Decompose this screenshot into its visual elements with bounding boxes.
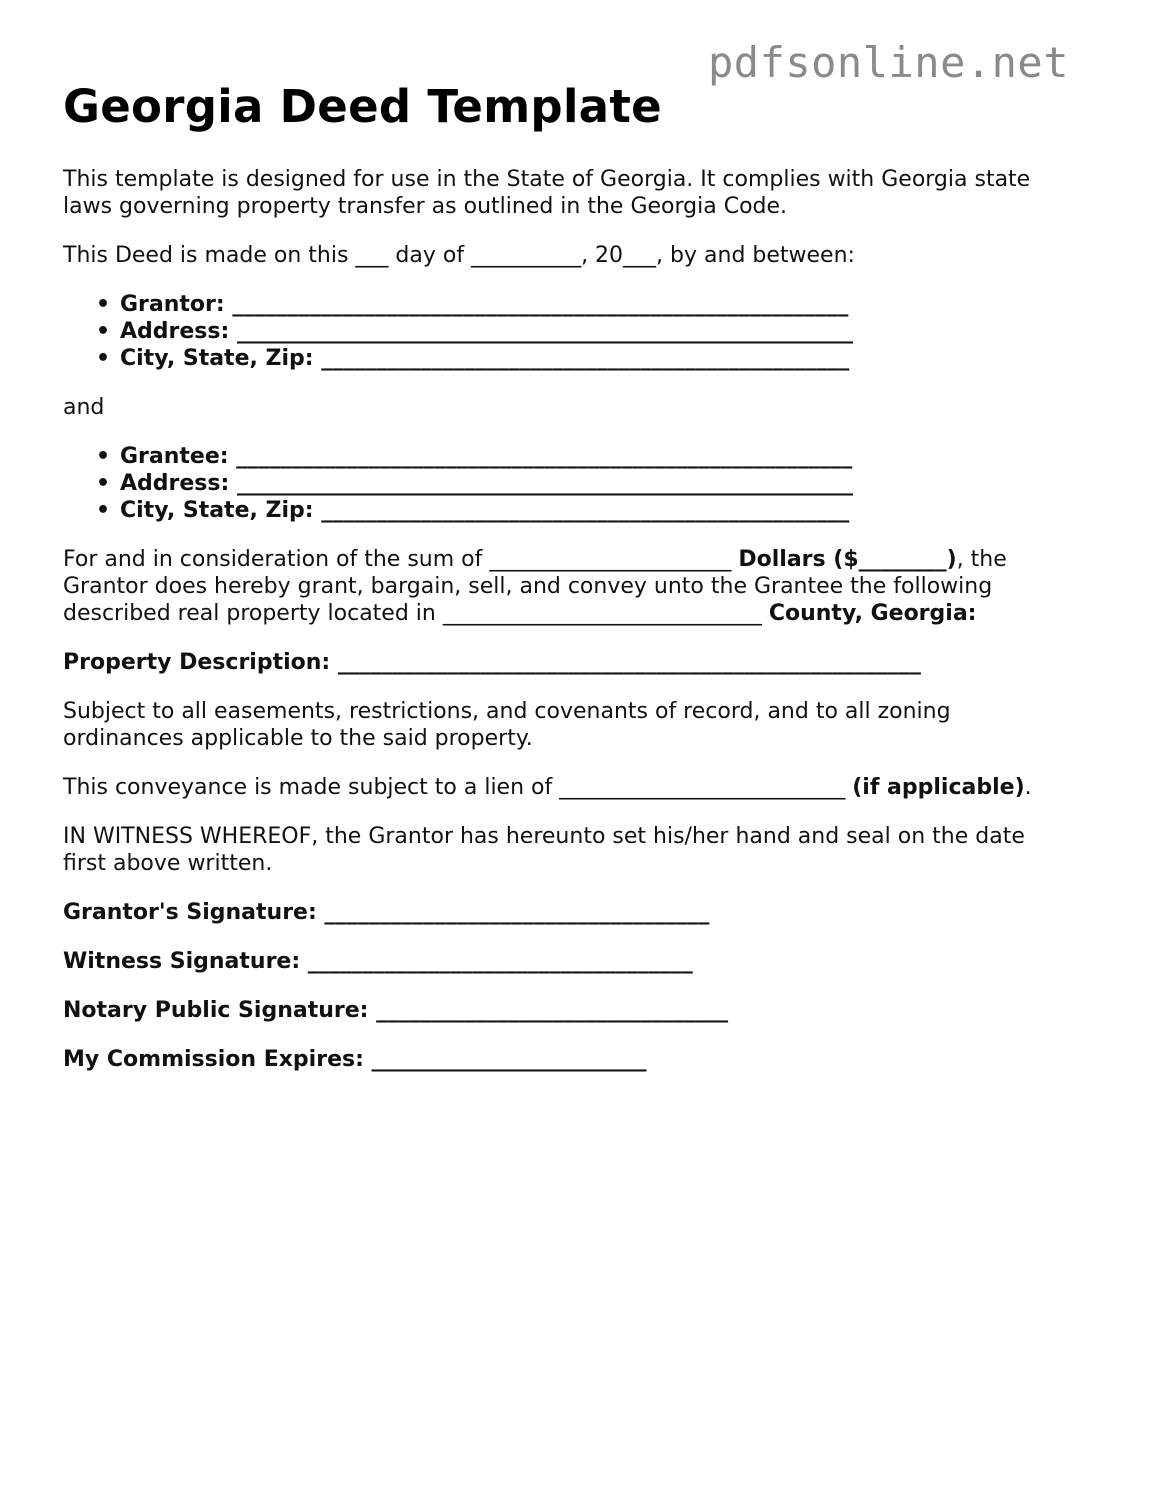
grantee-city-field[interactable]: • City, State, Zip: ________________________________________________: [120, 497, 1063, 524]
consideration-paragraph: [63, 546, 1063, 627]
lien-end: .: [1024, 775, 1032, 800]
lien-text[interactable]: This conveyance is made subject to a lien of __________________________: [63, 775, 853, 800]
witness-whereof-paragraph: IN WITNESS WHEREOF, the Grantor has hereunto set his/her hand and seal on the date first above written.: [63, 824, 1025, 876]
subject-to-paragraph: Subject to all easements, restrictions, and covenants of record, and to all zoning ordinances applicable to the said property.: [63, 699, 951, 751]
grantor-signature-field[interactable]: Grantor's Signature: ___________________________________: [63, 900, 710, 925]
grantor-address-field[interactable]: • Address: ________________________________________________________: [120, 318, 1063, 345]
grantee-list: [63, 443, 1063, 524]
grantee-address-field[interactable]: • Address: ________________________________________________________: [120, 470, 1063, 497]
commission-expires-field[interactable]: My Commission Expires: _________________________: [63, 1047, 647, 1072]
grantor-list: [63, 291, 1063, 372]
grantor-city-field[interactable]: • City, State, Zip: ________________________________________________: [120, 345, 1063, 372]
witness-signature-field[interactable]: Witness Signature: ___________________________________: [63, 949, 693, 974]
intro-paragraph: This template is designed for use in the State of Georgia. It complies with Georgia state laws governing property transfer as outlined in the Georgia Code.: [63, 167, 1031, 219]
document-body: [63, 166, 1063, 1095]
consideration-text-2: , the Grantor does hereby grant, bargain, sell, and convey unto the Grantee the following described real property located in _____________________________: [63, 547, 1007, 626]
grantee-name-field[interactable]: • Grantee: ________________________________________________________: [120, 443, 1063, 470]
county-label: County, Georgia:: [768, 601, 977, 626]
and-text: and: [63, 395, 105, 420]
notary-signature-field[interactable]: Notary Public Signature: ________________________________: [63, 998, 729, 1023]
watermark: pdfsonline.net: [708, 38, 1070, 87]
dollars-field[interactable]: Dollars ($________): [738, 547, 957, 572]
made-on-paragraph: This Deed is made on this ___ day of __________, 20___, by and between:: [63, 243, 855, 268]
consideration-text-1: For and in consideration of the sum of ______________________: [63, 547, 739, 572]
lien-paragraph: [63, 774, 1063, 801]
grantor-name-field[interactable]: • Grantor: ________________________________________________________: [120, 291, 1063, 318]
lien-if-applicable: (if applicable): [852, 775, 1025, 800]
page-title: Georgia Deed Template: [63, 80, 662, 133]
property-description-field[interactable]: Property Description: _____________________________________________________: [63, 650, 921, 675]
